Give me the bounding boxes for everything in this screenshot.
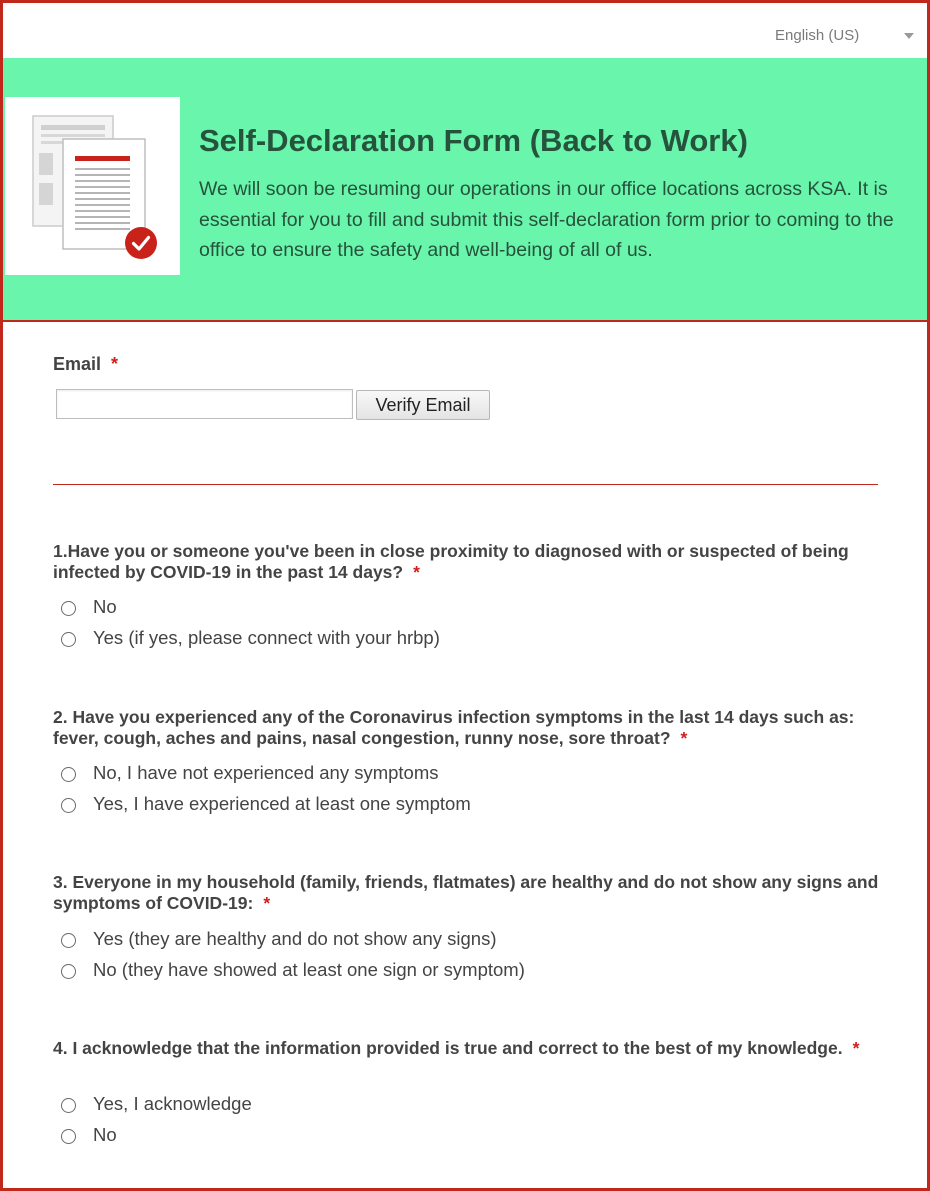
required-marker: *	[680, 728, 688, 748]
question-3	[53, 872, 883, 914]
question-4	[53, 1038, 883, 1059]
language-selected-label: English (US)	[775, 27, 860, 44]
option-label: Yes, I acknowledge	[93, 1093, 252, 1114]
document-check-icon	[5, 97, 180, 275]
language-bar	[3, 3, 927, 58]
option-label: Yes, I have experienced at least one symptom	[93, 793, 471, 814]
radio-button[interactable]	[61, 798, 76, 813]
section-divider	[53, 484, 878, 485]
chevron-down-icon	[904, 33, 914, 39]
question-2-text: 2. Have you experienced any of the Coronavirus infection symptoms in the last 14 days such as: fever, cough, aches and pains, nasal congestion, runny nose, sore throat?	[53, 707, 855, 748]
radio-button[interactable]	[61, 767, 76, 782]
verify-email-button[interactable]: Verify Email	[356, 390, 490, 420]
option-label: Yes (if yes, please connect with your hrbp)	[93, 627, 440, 648]
radio-button[interactable]	[61, 632, 76, 647]
form-header-image	[5, 97, 180, 275]
required-marker: *	[263, 893, 271, 913]
question-1-text: 1.Have you or someone you've been in close proximity to diagnosed with or suspected of being infected by COVID-19 in the past 14 days?	[53, 541, 849, 582]
radio-button[interactable]	[61, 1098, 76, 1113]
question-1	[53, 541, 883, 583]
radio-button[interactable]	[61, 1129, 76, 1144]
option-label: No, I have not experienced any symptoms	[93, 762, 439, 783]
question-3-text: 3. Everyone in my household (family, friends, flatmates) are healthy and do not show any signs and symptoms of COVID-19:	[53, 872, 879, 913]
required-marker: *	[111, 354, 119, 374]
email-label-text: Email	[53, 354, 102, 374]
option-label: No	[93, 596, 117, 617]
option-label: No	[93, 1124, 117, 1145]
form-description: We will soon be resuming our operations in our office locations across KSA. It is essential for you to fill and submit this self-declaration form prior to coming to the office to ensure the safety and well-being of all of us.	[199, 178, 894, 261]
option-label: Yes (they are healthy and do not show any signs)	[93, 928, 497, 949]
required-marker: *	[852, 1038, 860, 1058]
form-header	[3, 58, 927, 322]
form-title: Self-Declaration Form (Back to Work)	[199, 123, 748, 158]
radio-button[interactable]	[61, 964, 76, 979]
required-marker: *	[413, 562, 420, 582]
question-4-text: 4. I acknowledge that the information provided is true and correct to the best of my knowledge.	[53, 1038, 843, 1058]
radio-button[interactable]	[61, 601, 76, 616]
option-label: No (they have showed at least one sign or symptom)	[93, 959, 525, 980]
email-label	[53, 354, 118, 375]
question-2	[53, 707, 883, 749]
email-input[interactable]	[56, 389, 353, 419]
language-select[interactable]	[775, 27, 920, 47]
radio-button[interactable]	[61, 933, 76, 948]
